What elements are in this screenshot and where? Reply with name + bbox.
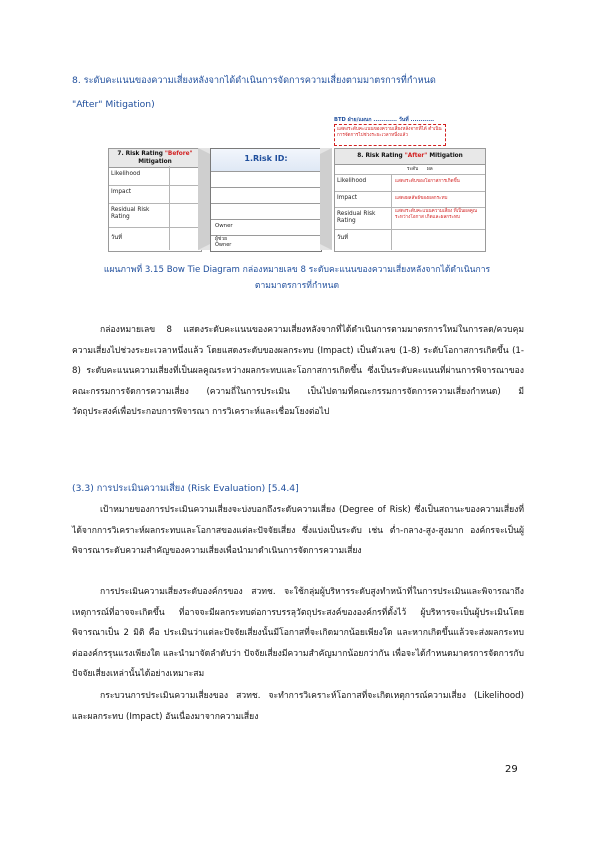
date-label-after: วันที่: [337, 235, 349, 241]
impact-note: แสดงผลลัพธ์ของผลกระทบ: [395, 196, 448, 201]
risk-id-panel: [210, 148, 322, 252]
caption-line1: แผนภาพที่ 3.15 Bow Tie Diagram กล่องหมายเลข 8 ระดับคะแนนของความเสี่ยงหลังจากได้ดำเนินการ: [103, 265, 491, 275]
paragraph-likelihood-impact: กระบวนการประเมินความเสี่ยงของ สวทช. จะทำการวิเคราะห์โอกาสที่จะเกิดเหตุการณ์ความเสี่ยง (Likelihood) และผลกระทบ (Impact) อันเนื่องมาจากความเสี่ยง: [72, 691, 524, 722]
after-mitigation-panel: [334, 148, 486, 252]
figure-caption: [72, 262, 522, 294]
reviewer-label: ผู้ช่วย Owner: [215, 236, 232, 248]
result-col-header: ผล: [427, 167, 433, 172]
risk-id-title: 1.Risk ID:: [244, 154, 288, 163]
bow-tie-figure: [108, 114, 486, 256]
date-label: วันที่: [111, 235, 123, 241]
level-col-header: ระดับ: [407, 167, 419, 172]
before-mitigation-panel: [108, 148, 202, 252]
caption-line2: ตามมาตรการที่กำหนด: [254, 281, 340, 291]
section-heading-line1: 8. ระดับคะแนนของความเสี่ยงหลังจากได้ดำเนินการจัดการความเสี่ยงตามมาตรการที่กำหนด: [72, 75, 436, 86]
before-mitigation-header: 7. Risk Rating "Before" Mitigation: [108, 148, 202, 168]
residual-risk-label-after: Residual Risk Rating: [337, 211, 376, 224]
likelihood-label: Likelihood: [111, 171, 141, 177]
paragraph-box8-description: กล่องหมายเลข 8 แสดงระดับคะแนนของความเสี่ยงหลังจากที่ได้ดำเนินการตามมาตรการใหม่ในการลด/ควบคุมความเสี่ยงไปช่วงระยะเวลาหนึ่งแล้ว โดยแสดงระดับของผลกระทบ (Impact) เป็นตัวเลข (1-8) ระดับโอกาสการเกิดขึ้น (1-8) ระดับคะแนนความเสี่ยงที่เป็นผลคูณระหว่างผลกระทบและโอกาสการเกิดขึ้น ซึ่งเป็นระดับคะแนนที่ผ่านการพิจารณาของคณะกรรมการจัดการความเสี่ยง (ความถี่ในการประเมิน เป็นไปตามที่คณะกรรมการจัดการความเสี่ยงกำหนด) มีวัตถุประสงค์เพื่อประกอบการพิจารณา การวิเคราะห์และเชื่อมโยงต่อไป: [72, 325, 524, 417]
likelihood-label-after: Likelihood: [337, 178, 367, 184]
owner-label: Owner: [215, 223, 233, 229]
right-bow-wedge: [320, 148, 332, 250]
btd-label: BTD ฝ่าย/แผนก ............ วันที่ ............: [334, 117, 435, 123]
residual-risk-note: แสดงระดับคะแนนความเสี่ยง ที่เป็นผลคูณระหว่างโอกาส เกิดและผลกระทบ: [395, 209, 478, 220]
impact-label: Impact: [111, 189, 132, 195]
likelihood-note: แสดงระดับของโอกาสการเกิดขึ้น: [395, 179, 460, 184]
section-heading-line2: "After" Mitigation): [72, 99, 155, 110]
top-note: แสดงระดับคะแนนของความเสี่ยงหลังจากที่ได้ ดำเนินการจัดการไปช่วงระยะเวลาหนึ่งแล้ว: [337, 127, 442, 138]
section-heading: [72, 74, 532, 112]
top-note-box: [334, 124, 446, 146]
subsection-heading: (3.3) การประเมินความเสี่ยง (Risk Evaluation) [5.4.4]: [72, 483, 299, 494]
impact-label-after: Impact: [337, 195, 358, 201]
paragraph-evaluation-process: การประเมินความเสี่ยงระดับองค์กรของ สวทช. จะใช้กลุ่มผู้บริหารระดับสูงทำหน้าที่ในการประเมินและพิจารณาถึงเหตุการณ์ที่อาจจะเกิดขึ้น ที่อาจจะมีผลกระทบต่อการบรรลุวัตถุประสงค์ขององค์กรที่ตั้งไว้ ผู้บริหารจะเป็นผู้ประเมินโดยพิจารณาเป็น 2 มิติ คือ ประเมินว่าแต่ละปัจจัยเสี่ยงนั้นมีโอกาสที่จะเกิดมากน้อยเพียงใด และหากเกิดขึ้นแล้วจะส่งผลกระทบต่อองค์กรรุนแรงเพียงใด และนำมาจัดลำดับว่า ปัจจัยเสี่ยงมีความสำคัญมากน้อยกว่ากัน เพื่อจะได้กำหนดมาตรการจัดการกับปัจจัยเสี่ยงเหล่านั้นได้อย่างเหมาะสม: [72, 587, 524, 679]
after-mitigation-header: 8. Risk Rating "After" Mitigation: [334, 148, 486, 165]
residual-risk-label: Residual Risk Rating: [111, 207, 150, 220]
left-bow-wedge: [198, 148, 210, 250]
page-number: 29: [505, 764, 518, 775]
paragraph-evaluation-goal: เป้าหมายของการประเมินความเสี่ยงจะบ่งบอกถึงระดับความเสี่ยง (Degree of Risk) ซึ่งเป็นสถานะของความเสี่ยงที่ได้จากการวิเคราะห์ผลกระทบและโอกาสของแต่ละปัจจัยเสี่ยง ซึ่งแบ่งเป็นระดับ เช่น ต่ำ-กลาง-สูง-สูงมาก องค์กรจะเป็นผู้พิจารณาระดับความสำคัญของความเสี่ยงเพื่อนำมาดำเนินการจัดการความเสี่ยง: [72, 505, 524, 556]
